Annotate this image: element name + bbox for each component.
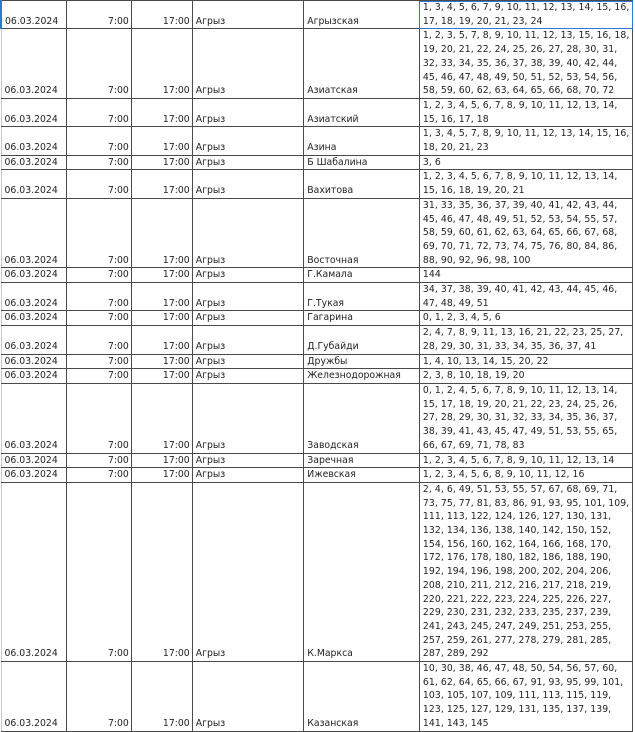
cell-city[interactable]: Агрыз — [192, 383, 304, 453]
cell-start-time[interactable]: 7:00 — [66, 482, 131, 661]
cell-house-numbers[interactable]: 1, 2, 3, 5, 7, 8, 9, 10, 11, 12, 13, 15, 16, 18, 19, 20, 21, 22, 24, 25, 26, 27, 28, 30, 31, 32, 33, 34, 35, 36, 37, 38, 39, 40, 42, 44, 45, 46, 47, 48, 49, 50, 51, 52, 53, 54, 56, 58, 59, 60, 62, 63, 64, 65, 66, 68, 70, 72 — [419, 29, 632, 99]
cell-city[interactable]: Агрыз — [192, 268, 304, 283]
cell-end-time[interactable]: 17:00 — [131, 482, 192, 661]
cell-start-time[interactable]: 7:00 — [66, 98, 131, 126]
cell-date[interactable]: 06.03.2024 — [1, 1, 66, 29]
cell-city[interactable]: Агрыз — [192, 1, 304, 29]
cell-start-time[interactable]: 7:00 — [66, 127, 131, 155]
cell-street[interactable]: Ижевская — [304, 468, 420, 483]
cell-street[interactable]: Заречная — [304, 453, 420, 468]
cell-date[interactable]: 06.03.2024 — [1, 127, 66, 155]
cell-street[interactable]: Г.Камала — [304, 268, 420, 283]
cell-street[interactable]: Б Шабалина — [304, 155, 420, 170]
cell-house-numbers[interactable]: 1, 3, 4, 5, 7, 8, 9, 10, 11, 12, 13, 14, 15, 16, 18, 20, 21, 23 — [419, 127, 632, 155]
cell-date[interactable]: 06.03.2024 — [1, 326, 66, 354]
cell-date[interactable]: 06.03.2024 — [1, 354, 66, 369]
cell-date[interactable]: 06.03.2024 — [1, 311, 66, 326]
cell-end-time[interactable]: 17:00 — [131, 326, 192, 354]
cell-city[interactable]: Агрыз — [192, 662, 304, 732]
cell-house-numbers[interactable]: 1, 2, 3, 4, 5, 6, 8, 9, 10, 11, 12, 16 — [419, 468, 632, 483]
cell-start-time[interactable]: 7:00 — [66, 326, 131, 354]
cell-date[interactable]: 06.03.2024 — [1, 170, 66, 198]
table-row — [1, 326, 633, 354]
cell-end-time[interactable]: 17:00 — [131, 662, 192, 732]
cell-date[interactable]: 06.03.2024 — [1, 98, 66, 126]
cell-date[interactable]: 06.03.2024 — [1, 662, 66, 732]
table-row — [1, 198, 633, 268]
table-row — [1, 1, 633, 29]
cell-street[interactable]: Азиатский — [304, 98, 420, 126]
cell-start-time[interactable]: 7:00 — [66, 283, 131, 311]
cell-house-numbers[interactable]: 1, 4, 10, 13, 14, 15, 20, 22 — [419, 354, 632, 369]
cell-end-time[interactable]: 17:00 — [131, 283, 192, 311]
table-row — [1, 383, 633, 453]
cell-date[interactable]: 06.03.2024 — [1, 155, 66, 170]
cell-city[interactable]: Агрыз — [192, 482, 304, 661]
cell-street[interactable]: Азиатская — [304, 29, 420, 99]
cell-end-time[interactable]: 17:00 — [131, 468, 192, 483]
cell-end-time[interactable]: 17:00 — [131, 354, 192, 369]
cell-end-time[interactable]: 17:00 — [131, 268, 192, 283]
cell-end-time[interactable]: 17:00 — [131, 1, 192, 29]
cell-date[interactable]: 06.03.2024 — [1, 383, 66, 453]
cell-end-time[interactable]: 17:00 — [131, 198, 192, 268]
cell-city[interactable]: Агрыз — [192, 369, 304, 384]
cell-street[interactable]: Азина — [304, 127, 420, 155]
table-row — [1, 283, 633, 311]
table-row — [1, 662, 633, 732]
cell-start-time[interactable]: 7:00 — [66, 311, 131, 326]
cell-start-time[interactable]: 7:00 — [66, 453, 131, 468]
cell-start-time[interactable]: 7:00 — [66, 468, 131, 483]
table-row — [1, 453, 633, 468]
cell-end-time[interactable]: 17:00 — [131, 383, 192, 453]
cell-street[interactable]: Агрызская — [304, 1, 420, 29]
cell-house-numbers[interactable]: 34, 37, 38, 39, 40, 41, 42, 43, 44, 45, 46, 47, 48, 49, 51 — [419, 283, 632, 311]
cell-date[interactable]: 06.03.2024 — [1, 283, 66, 311]
table-row — [1, 354, 633, 369]
table-row — [1, 98, 633, 126]
cell-house-numbers[interactable]: 144 — [419, 268, 632, 283]
cell-house-numbers[interactable]: 1, 2, 3, 4, 5, 6, 7, 8, 9, 10, 11, 12, 13, 14 — [419, 453, 632, 468]
cell-start-time[interactable]: 7:00 — [66, 1, 131, 29]
cell-city[interactable]: Агрыз — [192, 468, 304, 483]
table-row — [1, 311, 633, 326]
cell-street[interactable]: Гагарина — [304, 311, 420, 326]
cell-house-numbers[interactable]: 3, 6 — [419, 155, 632, 170]
cell-city[interactable]: Агрыз — [192, 198, 304, 268]
cell-house-numbers[interactable]: 2, 3, 8, 10, 18, 19, 20 — [419, 369, 632, 384]
cell-start-time[interactable]: 7:00 — [66, 383, 131, 453]
table-row — [1, 482, 633, 661]
cell-street[interactable]: Заводская — [304, 383, 420, 453]
cell-end-time[interactable]: 17:00 — [131, 369, 192, 384]
cell-city[interactable]: Агрыз — [192, 453, 304, 468]
cell-start-time[interactable]: 7:00 — [66, 198, 131, 268]
table-row — [1, 369, 633, 384]
cell-house-numbers[interactable]: 10, 30, 38, 46, 47, 48, 50, 54, 56, 57, 60, 61, 62, 64, 65, 66, 67, 91, 93, 95, 99, 101, 103, 105, 107, 109, 111, 113, 115, 119, 123, 125, 127, 129, 131, 135, 137, 139, 141, 143, 145 — [419, 662, 632, 732]
cell-city[interactable]: Агрыз — [192, 354, 304, 369]
cell-end-time[interactable]: 17:00 — [131, 170, 192, 198]
cell-city[interactable]: Агрыз — [192, 98, 304, 126]
cell-date[interactable]: 06.03.2024 — [1, 468, 66, 483]
cell-city[interactable]: Агрыз — [192, 170, 304, 198]
table-row — [1, 29, 633, 99]
table-row — [1, 155, 633, 170]
cell-start-time[interactable]: 7:00 — [66, 662, 131, 732]
cell-street[interactable]: Вахитова — [304, 170, 420, 198]
cell-house-numbers[interactable]: 31, 33, 35, 36, 37, 39, 40, 41, 42, 43, 44, 45, 46, 47, 48, 49, 51, 52, 53, 54, 55, 57, 58, 59, 60, 61, 62, 63, 64, 65, 66, 67, 68, 69, 70, 71, 72, 73, 74, 75, 76, 80, 84, 86, 88, 90, 92, 96, 98, 100 — [419, 198, 632, 268]
cell-start-time[interactable]: 7:00 — [66, 170, 131, 198]
cell-city[interactable]: Агрыз — [192, 29, 304, 99]
cell-date[interactable]: 06.03.2024 — [1, 198, 66, 268]
cell-city[interactable]: Агрыз — [192, 311, 304, 326]
cell-end-time[interactable]: 17:00 — [131, 29, 192, 99]
cell-street[interactable]: Дружбы — [304, 354, 420, 369]
cell-date[interactable]: 06.03.2024 — [1, 482, 66, 661]
cell-house-numbers[interactable]: 1, 3, 4, 5, 6, 7, 9, 10, 11, 12, 13, 14, 15, 16, 17, 18, 19, 20, 21, 23, 24 — [419, 1, 632, 29]
cell-house-numbers[interactable]: 2, 4, 6, 49, 51, 53, 55, 57, 67, 68, 69, 71, 73, 75, 77, 81, 83, 86, 91, 93, 95, 101, 109, 111, 113, 122, 124, 126, 127, 130, 131, 132, 134, 136, 138, 140, 142, 150, 152, 154, 156, 160, 162, 164, 166, 168, 170, 172, 176, 178, 180, 182, 186, 188, 190, 192, 194, 196, 198, 200, 202, 204, 206, 208, 210, 211, 212, 216, 217, 218, 219, 220, 221, 222, 223, 224, 225, 226, 227, 229, 230, 231, 232, 233, 235, 237, 239, 241, 243, 245, 247, 249, 251, 253, 255, 257, 259, 261, 277, 278, 279, 281, 285, 287, 289, 292 — [419, 482, 632, 661]
cell-end-time[interactable]: 17:00 — [131, 311, 192, 326]
cell-street[interactable]: К.Маркса — [304, 482, 420, 661]
cell-end-time[interactable]: 17:00 — [131, 98, 192, 126]
cell-house-numbers[interactable]: 0, 1, 2, 4, 5, 6, 7, 8, 9, 10, 11, 12, 13, 14, 15, 17, 18, 19, 20, 21, 22, 23, 24, 25, 26, 27, 28, 29, 30, 31, 32, 33, 34, 35, 36, 37, 38, 39, 41, 43, 45, 47, 49, 51, 53, 55, 65, 66, 67, 69, 71, 78, 83 — [419, 383, 632, 453]
cell-street[interactable]: Казанская — [304, 662, 420, 732]
cell-street[interactable]: Г.Тукая — [304, 283, 420, 311]
cell-date[interactable]: 06.03.2024 — [1, 29, 66, 99]
cell-end-time[interactable]: 17:00 — [131, 127, 192, 155]
table-row — [1, 468, 633, 483]
table-row — [1, 127, 633, 155]
cell-city[interactable]: Агрыз — [192, 283, 304, 311]
cell-house-numbers[interactable]: 0, 1, 2, 3, 4, 5, 6 — [419, 311, 632, 326]
cell-city[interactable]: Агрыз — [192, 155, 304, 170]
cell-date[interactable]: 06.03.2024 — [1, 453, 66, 468]
cell-city[interactable]: Агрыз — [192, 127, 304, 155]
table-row — [1, 170, 633, 198]
cell-date[interactable]: 06.03.2024 — [1, 268, 66, 283]
cell-date[interactable]: 06.03.2024 — [1, 369, 66, 384]
cell-house-numbers[interactable]: 1, 2, 3, 4, 5, 6, 7, 8, 9, 10, 11, 12, 13, 14, 15, 16, 18, 19, 20, 21 — [419, 170, 632, 198]
cell-house-numbers[interactable]: 2, 4, 7, 8, 9, 11, 13, 16, 21, 22, 23, 25, 27, 28, 29, 30, 31, 33, 34, 35, 36, 37, 41 — [419, 326, 632, 354]
cell-street[interactable]: Железнодорожная — [304, 369, 420, 384]
cell-end-time[interactable]: 17:00 — [131, 155, 192, 170]
cell-street[interactable]: Д.Губайди — [304, 326, 420, 354]
table-row — [1, 268, 633, 283]
cell-house-numbers[interactable]: 1, 2, 3, 4, 5, 6, 7, 8, 9, 10, 11, 12, 13, 14, 15, 16, 17, 18 — [419, 98, 632, 126]
cell-street[interactable]: Восточная — [304, 198, 420, 268]
cell-city[interactable]: Агрыз — [192, 326, 304, 354]
cell-start-time[interactable]: 7:00 — [66, 268, 131, 283]
cell-start-time[interactable]: 7:00 — [66, 354, 131, 369]
cell-start-time[interactable]: 7:00 — [66, 369, 131, 384]
cell-end-time[interactable]: 17:00 — [131, 453, 192, 468]
cell-start-time[interactable]: 7:00 — [66, 29, 131, 99]
cell-start-time[interactable]: 7:00 — [66, 155, 131, 170]
